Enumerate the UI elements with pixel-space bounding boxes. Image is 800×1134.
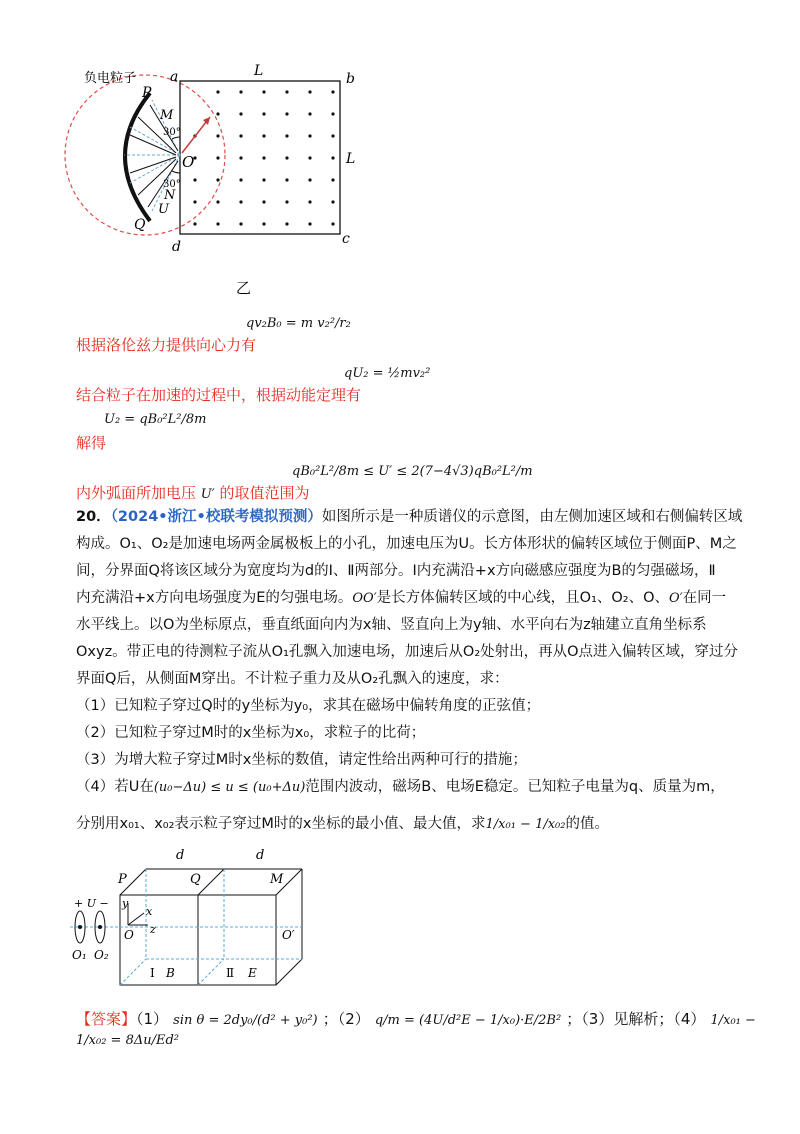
eq-range: qB₀²L²/8m ≤ U′ ≤ 2(7−4√3)qB₀²L²/m <box>292 464 533 479</box>
line-range-text: 内外弧面所加电压 U′ 的取值范围为 <box>76 484 310 502</box>
label-Oprime: O′ <box>282 928 295 942</box>
figure-yi <box>60 55 370 300</box>
figure-caption: 乙 <box>236 279 252 297</box>
question-20 <box>76 504 746 838</box>
label-angle-top: 30° <box>163 127 181 138</box>
label-O: O <box>182 153 195 171</box>
label-z: z <box>150 923 156 936</box>
label-b: b <box>346 71 355 87</box>
answer-eq-4: 1/x₀₁ − 1/x₀₂ = 8Δu/Ed² <box>76 1013 756 1048</box>
q20-line-4: 内充满沿+x方向电场强度为E的匀强电场。OO′是长方体偏转区域的中心线，且O₁、O₂、O、O′在同一 <box>76 590 727 606</box>
label-E: E <box>248 966 257 980</box>
label-M: M <box>270 872 284 887</box>
field-square <box>180 81 340 234</box>
line-solve-text: 解得 <box>76 434 107 452</box>
label-U: U <box>158 202 169 217</box>
label-O: O <box>124 928 134 942</box>
q20-line-3: 间，分界面Q将该区域分为宽度均为d的Ⅰ、Ⅱ两部分。Ⅰ内充满沿+x方向磁感应强度为B的匀强磁场，Ⅱ <box>76 563 716 579</box>
q20-sub-3: （3）为增大粒子穿过M时x坐标的数值，请定性给出两种可行的措施； <box>76 752 527 768</box>
q20-line-5: 水平线上。以O为坐标原点，垂直纸面向内为x轴、竖直向上为y轴、水平向右为z轴建立直角坐标系 <box>76 617 707 633</box>
answer-line: 【答案】（1） sin θ = 2dy₀/(d² + y₀²) ；（2） q/m = (4U/d²E − 1/x₀)·E/2B² ；（3）见解析；（4） 1/x₀₁ − 1/x₀₂ = 8Δu/Ed² <box>76 1010 756 1048</box>
label-d-left: d <box>176 848 185 863</box>
label-B: B <box>166 966 175 980</box>
label-O2: O₂ <box>94 948 109 962</box>
q20-line-6: Oxyz。带正电的待测粒子流从O₁孔飘入加速电场，加速后从O₂处射出，再从O点进入偏转区域，穿过分 <box>76 644 739 660</box>
label-d-right: d <box>256 848 265 863</box>
label-voltage: + U − <box>74 897 109 910</box>
outer-arc <box>125 93 150 221</box>
figure-spectrometer <box>70 845 320 995</box>
q20-line-2: 构成。O₁、O₂是加速电场两金属极板上的小孔，加速电压为U。长方体形状的偏转区域位于侧面P、M之 <box>76 536 737 552</box>
label-M: M <box>160 108 174 123</box>
label-Q: Q <box>190 872 201 887</box>
answer-eq-1: sin θ = 2dy₀/(d² + y₀²) <box>173 1013 318 1028</box>
label-region-II: Ⅱ <box>226 966 235 980</box>
answer-tag: 【答案】 <box>76 1010 137 1028</box>
line-lorentz-text: 根据洛伦兹力提供向心力有 <box>76 336 257 354</box>
field-dots <box>193 90 334 225</box>
eq-kinetic: qU₂ = ½mv₂² <box>344 366 431 381</box>
label-a: a <box>170 69 179 85</box>
label-region-I: Ⅰ <box>150 966 155 980</box>
hole-O2 <box>98 925 102 929</box>
q20-sub-1: （1）已知粒子穿过Q时的y坐标为y₀，求其在磁场中偏转角度的正弦值； <box>76 698 541 714</box>
label-L-top: L <box>254 63 264 79</box>
label-N: N <box>164 188 176 203</box>
label-P: P <box>118 872 127 887</box>
label-d: d <box>172 239 181 255</box>
angle-arc-bottom <box>172 171 180 173</box>
q20-sub-2: （2）已知粒子穿过M时的x坐标为x₀，求粒子的比荷； <box>76 725 426 741</box>
q20-sub-4-cont: 分别用x₀₁、x₀₂表示粒子穿过M时的x坐标的最小值、最大值，求1/x₀₁ − 1/x₀₂的值。 <box>76 816 609 832</box>
hole-O1 <box>78 925 82 929</box>
label-Q: Q <box>134 217 146 233</box>
q20-sub-4: （4）若U在(u₀−Δu) ≤ u ≤ (u₀+Δu)范围内波动，磁场B、电场E稳定。已知粒子电量为q、质量为m， <box>76 779 725 795</box>
label-O1: O₁ <box>72 948 87 962</box>
answer-eq-2: q/m = (4U/d²E − 1/x₀)·E/2B² <box>374 1013 562 1028</box>
q20-line-1: 20．（2024•浙江•校联考模拟预测）如图所示是一种质谱仪的示意图，由左侧加速区域和右侧偏转区域 <box>76 509 743 525</box>
label-angle-bottom: 30° <box>163 179 181 190</box>
label-neg-particle: 负电粒子 <box>84 71 137 86</box>
label-y: y <box>122 897 129 910</box>
eq-lorentz: qv₂B₀ = m v₂²/r₂ <box>246 316 351 331</box>
label-x: x <box>146 905 153 918</box>
q20-line-7: 界面Q后，从侧面M穿出。不计粒子重力及从O₂孔飘入的速度，求： <box>76 671 509 687</box>
label-L-right: L <box>346 151 356 167</box>
label-P: P <box>142 85 152 101</box>
line-kinetic-text: 结合粒子在加速的过程中，根据动能定理有 <box>76 386 362 404</box>
eq-solve: U₂ = qB₀²L²/8m <box>104 412 207 427</box>
label-c: c <box>342 231 350 247</box>
